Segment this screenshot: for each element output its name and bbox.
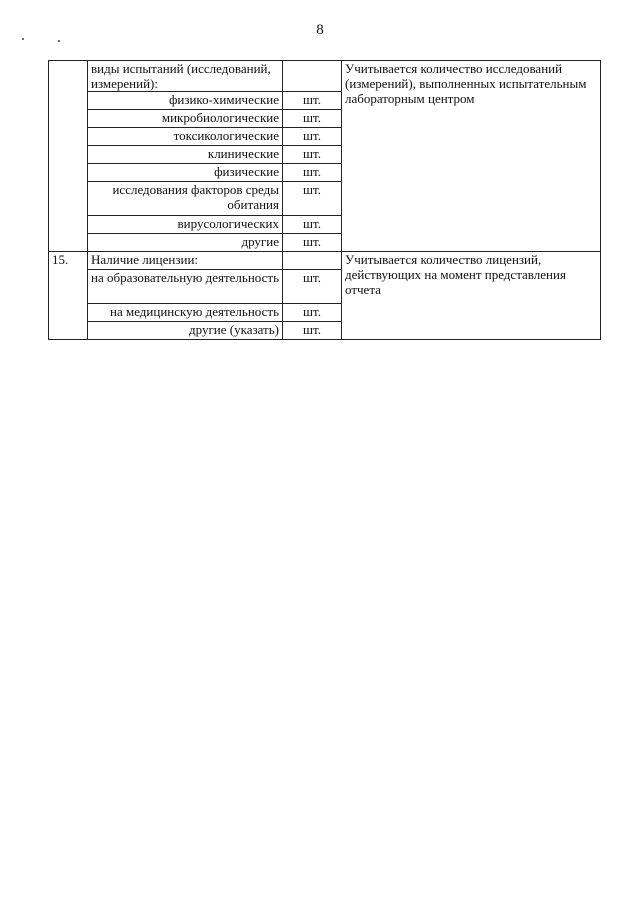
license-type-label: другие (указать) [88, 322, 283, 340]
license-type-label: на образовательную деятельность [88, 270, 283, 304]
licenses-header: Наличие лицензии: [88, 252, 283, 270]
row-number-cell [49, 61, 88, 252]
test-type-label: токсикологические [88, 128, 283, 146]
unit-cell: шт. [283, 216, 342, 234]
unit-cell: шт. [283, 270, 342, 304]
unit-cell [283, 252, 342, 270]
test-type-label: физические [88, 164, 283, 182]
unit-cell: шт. [283, 234, 342, 252]
test-type-label: микробиологические [88, 110, 283, 128]
tests-note: Учитывается количество исследований (измерений), выполненных испытательным лабораторным центром [342, 61, 601, 252]
test-type-label: исследования факторов среды обитания [88, 182, 283, 216]
unit-cell: шт. [283, 92, 342, 110]
licenses-note: Учитывается количество лицензий, действующих на момент представления отчета [342, 252, 601, 340]
unit-cell [283, 61, 342, 92]
test-type-label: другие [88, 234, 283, 252]
tests-header: виды испытаний (исследований, измерений): [88, 61, 283, 92]
license-type-label: на медицинскую деятельность [88, 304, 283, 322]
unit-cell: шт. [283, 110, 342, 128]
unit-cell: шт. [283, 128, 342, 146]
table-row [49, 61, 601, 92]
table-row [49, 252, 601, 270]
unit-cell: шт. [283, 182, 342, 216]
scan-speck [22, 38, 24, 40]
test-type-label: вирусологических [88, 216, 283, 234]
unit-cell: шт. [283, 304, 342, 322]
unit-cell: шт. [283, 146, 342, 164]
scan-speck [58, 40, 60, 42]
test-type-label: клинические [88, 146, 283, 164]
page-number: 8 [316, 22, 324, 38]
unit-cell: шт. [283, 322, 342, 340]
test-type-label: физико-химические [88, 92, 283, 110]
row-number-cell: 15. [49, 252, 88, 340]
report-table [48, 60, 601, 340]
unit-cell: шт. [283, 164, 342, 182]
